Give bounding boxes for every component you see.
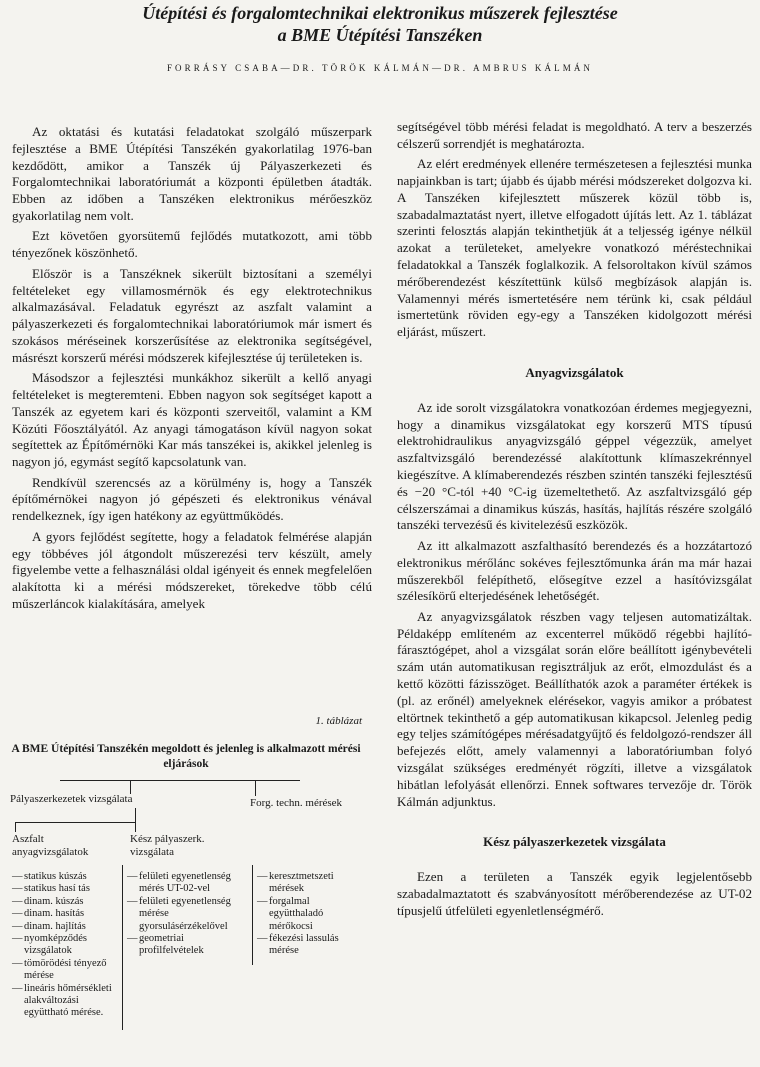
- tree-connector: [135, 808, 136, 832]
- tree-connector: [255, 780, 256, 796]
- asphalt-method-list: [12, 871, 120, 1020]
- tree-connector: [15, 822, 135, 823]
- tree-connector: [15, 822, 16, 832]
- paragraph: Ezt követően gyorsütemű fejlődés mutatkozott, ami több tényezőnek köszönhető.: [12, 228, 372, 261]
- section-heading-pavement-tests: Kész pályaszerkezetek vizsgálata: [483, 834, 666, 850]
- table-title: A BME Útépítési Tanszékén megoldott és jelenleg is alkalmazott mérési eljárások: [11, 743, 361, 770]
- list-item: — dinam. hasítás: [12, 908, 120, 920]
- paragraph: segítségével több mérési feladat is megoldható. A terv a beszerzés célszerű sorrendjét is meghatározta.: [397, 119, 752, 151]
- list-item: — nyomképződés vizsgálatok: [12, 933, 120, 958]
- paragraph: Az anyagvizsgálatok részben vagy teljesen automatizáltak. Példaképp említeném az excenterrel működő régebbi hajlító-fárasztógépet, ahol a vizsgálat során előre beállított igénybevételi szám után automatikusan regisztráljuk az erőt, elmozdulást és a kettő közötti fázisszöget. Beállíthatók azok a paraméter értékek is (pl. az erőnél) amelyeknek elérésekor, vagyis amikor a próbatest eltörtnek tekinthető a gép automatikusan kikapcsol. Jelenleg pedig egy teljes számítógépes mérésadatgyűjtő és feldolgozó-rendszer áll befejezés előtt, amely valamennyi a laboratóriumban folyó vizsgálat szükséges eredményét rögzíti, illetve a vizsgálatok hibátlan lefolyását ellenőrzi. Ennek softwares tervezője dr. Török Kálmán adjunktus.: [397, 608, 752, 809]
- section-heading-material-tests: Anyagvizsgálatok: [525, 365, 624, 381]
- node-pavement: Pályaszerkezetek vizsgálata: [10, 793, 133, 805]
- list-item: — fékezési lassulás mérése: [257, 933, 363, 958]
- paragraph: Az ide sorolt vizsgálatokra vonatkozóan érdemes megjegyezni, hogy a dinamikus vizsgálatokat egy korszerű MTS típusú elektrohidraulikus anyagvizsgáló géppel végezzük, amelyet aszfaltvizsgáló berendezéssé alakítottunk klímaszekrénnyel kiegészítve. A klímaberendezés részben szintén tanszéki fejlesztésű és −20 °C-tól +40 °C-ig üzemeltethető. Az aszfaltvizsgáló gép célszerszámai a dinamikus kúszás, hasítás, hajlítás részére szolgáló tanszéki tervezésű és kivitelezésű eszközök.: [397, 399, 752, 533]
- traffic-method-list: [257, 871, 363, 958]
- tree-connector: [60, 780, 300, 781]
- title-line-2: a BME Útépítési Tanszéken: [277, 25, 483, 45]
- authors-line: FORRÁSY CSABA—DR. TÖRÖK KÁLMÁN—DR. AMBRUS KÁLMÁN: [166, 63, 594, 73]
- paragraph: Az itt alkalmazott aszfalthasító berendezés és a hozzátartozó elektronikus mérőlánc sokéves fejlesztőmunka árán ma már hazai műszerekből felépíthető, elősegítve ezzel a hasítóvizsgálat szélesíkörű elterjedésének lehetőségét.: [397, 537, 752, 604]
- list-item: — felületi egyenetlenség mérés UT-02-vel: [127, 871, 247, 896]
- list-item: — tömörödési tényező mérése: [12, 958, 120, 983]
- tree-connector: [122, 865, 123, 1030]
- article-title: [0, 2, 760, 46]
- list-item: — dinam. hajlítás: [12, 921, 120, 933]
- paragraph: Ezen a területen a Tanszék egyik legjelentősebb szabadalmaztatott és szabványosított mérőberendezése az UT-02 típusjelű útfelületi egyenletlenségmérő.: [397, 869, 752, 918]
- list-item: — geometriai profilfelvételek: [127, 933, 247, 958]
- finished-method-list: [127, 871, 247, 958]
- list-item: — statikus hasí tás: [12, 883, 120, 895]
- table-reference: 1. táblázat: [315, 715, 362, 727]
- list-item: — keresztmetszeti mérések: [257, 871, 363, 896]
- list-item: — felületi egyenetlenség mérése gyorsulásérzékelővel: [127, 896, 247, 933]
- list-item: — lineáris hőmérsékleti alakváltozási együttható mérése.: [12, 983, 120, 1020]
- tree-connector: [130, 780, 131, 794]
- list-item: — statikus kúszás: [12, 871, 120, 883]
- tree-connector: [252, 865, 253, 965]
- paragraph: Rendkívül szerencsés az a körülmény is, hogy a Tanszék építőmérnökei nagyon jó gépészeti és elektronikus vénával rendelkeznek, így igen hatékony az együttműködés.: [12, 474, 372, 524]
- node-traffic: Forg. techn. mérések: [250, 797, 343, 809]
- node-asphalt: Aszfalt anyagvizsgálatok: [12, 833, 89, 858]
- paragraph: Másodszor a fejlesztési munkákhoz sikerült a kellő anyagi feltételeket is megteremteni. Ebben nagyon sok segítséget kapott a Tanszék az egyetem kari és központi szerveitől, valamint a KM Közúti Főosztályától. Az anyagi támogatáson kívül nagyon sokat segítettek az Építőmérnöki Kar más tanszékei is, akikkel jelenleg is nagyon jó, egymást segítő kapcsolatunk van.: [12, 370, 372, 470]
- paragraph: Az elért eredmények ellenére természetesen a fejlesztési munka napjainkban is tart; újabb és újabb mérési módszereket dolgozva ki. A Tanszéken kifejlesztett műszerek közül több is, szabadalmaztatást nyert, illetve elfogadott újítás lett. Az 1. táblázat szerinti felosztás alapján tekinthetjük át a teljesség igénye nélkül azokat a területeket, amelyekre vonatkozó méréstechnikai feladatokkal a Tanszék foglalkozik. A felsoroltakon kívül számos mérőberendezést készítettünk külső megbízások alapján is. Valamennyi mérés ismertetésére nem térünk ki, csak például ismertetünk röviden egy-egy a Tanszéken kidolgozott mérési eljárást, műszert.: [397, 156, 752, 340]
- right-column: [397, 119, 752, 923]
- title-line-1: Útépítési és forgalomtechnikai elektronikus műszerek fejlesztése: [142, 3, 618, 23]
- paragraph: A gyors fejlődést segítette, hogy a feladatok felmérése alapján egy többéves jól átgondolt műszerezési terv készült, amely figyelembe vette a felhasználási oldal igényeit és ennek megfelelően alakította ki a mérési módszereket, törekedve több célú műszerláncok kialakítására, amelyek: [12, 528, 372, 611]
- paragraph: Először is a Tanszéknek sikerült biztosítani a személyi feltételeket egy villamosmérnök és egy elektrotechnikus alkalmazásával. Feladatuk egyrészt az aszfalt valamint a pályaszerkezeti és forgalomtechnikai laboratóriumok már ismert és szokásos méréseinek korszerűsítése az elektronika segítségével, másrészt korszerű mérési módszerek kifejlesztése új területeken is.: [12, 265, 372, 365]
- node-finished: Kész pályaszerk. vizsgálata: [130, 833, 205, 858]
- paragraph: Az oktatási és kutatási feladatokat szolgáló műszerpark fejlesztése a BME Útépítési Tanszékén gyakorlatilag 1976-ban kezdődött, amikor a Tanszék új Pályaszerkezeti és Forgalomtechnikai laboratóriumát a központi épületben átadták. Ebben az időben a Tanszéken elektronikus mérőeszköz gyakorlatilag nem volt.: [12, 124, 372, 223]
- left-column: [12, 124, 372, 616]
- list-item: — forgalmal együtthaladó mérőkocsi: [257, 896, 363, 933]
- list-item: — dinam. kúszás: [12, 896, 120, 908]
